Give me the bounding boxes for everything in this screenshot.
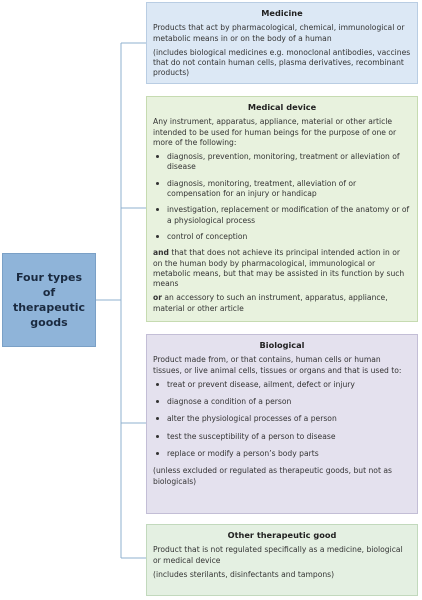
medicine-title: Medicine <box>261 8 303 18</box>
medicine-box <box>146 2 418 84</box>
list-item: replace or modify a person’s body parts <box>153 449 411 459</box>
biological-box <box>146 334 418 514</box>
medicine-definition: Products that act by pharmacological, chemical, immunological or metabolic means in or on the body of a human <box>153 23 405 43</box>
medical-device-title: Medical device <box>247 102 317 112</box>
root-node-four-types <box>2 253 96 347</box>
biological-intro: Product made from, or that contains, human cells or human tissues, or live animal cells, tissues or organs and that is used to: <box>153 355 402 375</box>
biological-note: (unless excluded or regulated as therapeutic goods, but not as biologicals) <box>153 466 392 486</box>
root-title-line2: therapeutic <box>12 301 86 314</box>
list-item: diagnosis, prevention, monitoring, treatment or alleviation of disease <box>153 152 411 173</box>
medicine-note: (includes biological medicines e.g. monoclonal antibodies, vaccines that do not contain human cells, plasma derivatives, recombinant products) <box>153 47 411 78</box>
biological-title: Biological <box>259 340 305 350</box>
root-title-line3: goods <box>30 316 68 329</box>
other-definition: Product that is not regulated specifically as a medicine, biological or medical device <box>153 545 403 565</box>
list-item: diagnose a condition of a person <box>153 397 411 407</box>
biological-list <box>153 380 411 459</box>
medical-device-box <box>146 96 418 322</box>
other-therapeutic-good-box <box>146 524 418 596</box>
medical-device-list <box>153 152 411 242</box>
medical-device-and-clause <box>153 248 411 289</box>
list-item: diagnosis, monitoring, treatment, alleviation of or compensation for an injury or handicap <box>153 179 411 200</box>
list-item: control of conception <box>153 232 411 242</box>
list-item: treat or prevent disease, ailment, defect or injury <box>153 380 411 390</box>
list-item: investigation, replacement or modification of the anatomy or of a physiological process <box>153 205 411 226</box>
or-text: an accessory to such an instrument, apparatus, appliance, material or other article <box>153 293 388 313</box>
medical-device-or-clause <box>153 293 411 314</box>
or-keyword: or <box>153 293 162 303</box>
and-keyword: and <box>153 248 169 258</box>
root-title-line1: Four types of <box>15 271 83 299</box>
other-title: Other therapeutic good <box>227 530 337 540</box>
list-item: test the susceptibility of a person to disease <box>153 432 411 442</box>
medical-device-intro: Any instrument, apparatus, appliance, material or other article intended to be used for human beings for the purpose of one or more of the following: <box>153 117 397 147</box>
list-item: alter the physiological processes of a person <box>153 414 411 424</box>
other-note: (includes sterilants, disinfectants and tampons) <box>153 569 335 579</box>
and-text: that that does not achieve its principal intended action in or on the human body by pharmacological, immunological or metabolic means, but that may be assisted in its function by such means <box>153 248 405 289</box>
